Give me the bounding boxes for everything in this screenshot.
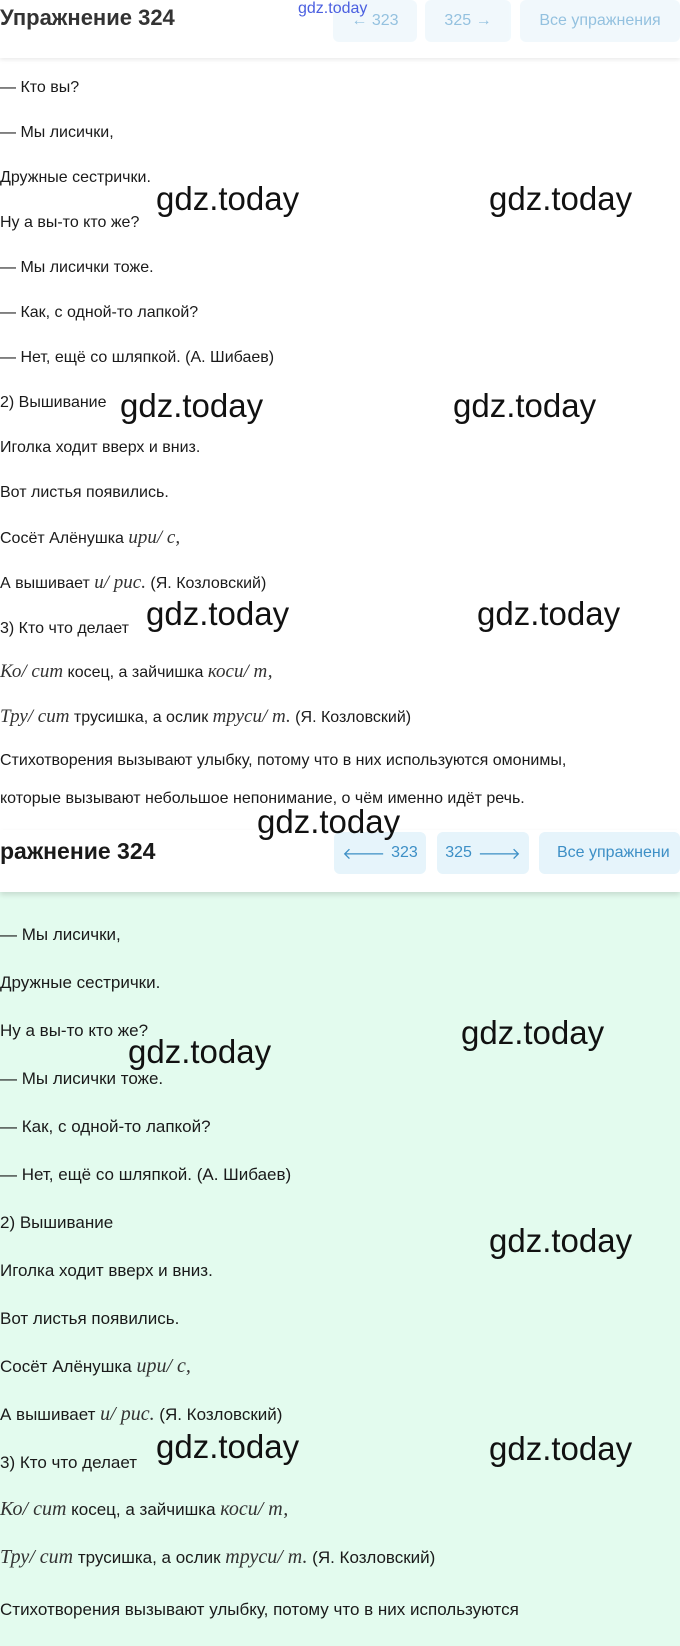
poem-line: — Кто вы?: [0, 79, 80, 96]
poem-line: — Мы лисички,: [0, 925, 121, 944]
poem-line: Ну а вы-то кто же?: [0, 214, 140, 231]
poem-line: Дружные сестрички.: [0, 169, 151, 186]
explanation-line: которые вызывают небольшое непонимание, о чём именно идёт речь.: [0, 790, 525, 807]
poem-line: — Мы лисички тоже.: [0, 1069, 164, 1088]
watermark: gdz.today: [489, 1222, 633, 1259]
poem-line: — Как, с одной-то лапкой?: [0, 304, 199, 321]
poem-line: Сосёт Алёнушка ири/ с,: [0, 527, 181, 548]
poem-line: 2) Вышивание: [0, 394, 107, 411]
page-title: ражнение 324: [0, 838, 156, 864]
page-title: Упражнение 324: [0, 5, 175, 30]
poem-line: Тру/ сит трусишка, а ослик труси/ т. (Я. Козловский): [0, 1546, 436, 1568]
poem-line: А вышивает и/ рис. (Я. Козловский): [0, 1403, 283, 1425]
watermark: gdz.today: [477, 595, 621, 632]
explanation-line: Стихотворения вызывают улыбку, потому что в них используются омонимы,: [0, 752, 567, 769]
prev-exercise-button[interactable]: ← 323: [333, 0, 417, 42]
watermark: gdz.today: [489, 180, 633, 217]
watermark: gdz.today: [489, 1430, 633, 1467]
poem-line: Ну а вы-то кто же?: [0, 1021, 149, 1040]
poem-line: Дружные сестрички.: [0, 973, 161, 992]
poem-line: — Нет, ещё со шляпкой. (А. Шибаев): [0, 349, 275, 366]
explanation-line: Стихотворения вызывают улыбку, потому что в них используются: [0, 1600, 519, 1619]
watermark: gdz.today: [146, 595, 290, 632]
watermark-top: gdz.today: [298, 0, 368, 17]
arrow-left-icon: 🡐: [342, 845, 386, 863]
poem-line: Тру/ сит трусишка, а ослик труси/ т. (Я. Козловский): [0, 706, 412, 727]
poem-line: Иголка ходит вверх и вниз.: [0, 439, 201, 456]
watermark: gdz.today: [461, 1014, 605, 1051]
poem-line: 2) Вышивание: [0, 1213, 114, 1232]
prev-exercise-button[interactable]: 🡐 323: [334, 832, 426, 874]
watermark: gdz.today: [120, 387, 264, 424]
poem-line: Ко/ сит косец, а зайчишка коси/ т,: [0, 1498, 289, 1520]
poem-line: А вышивает и/ рис. (Я. Козловский): [0, 572, 267, 593]
all-exercises-button[interactable]: Все упражнения: [520, 0, 680, 42]
poem-line: Вот листья появились.: [0, 484, 169, 501]
watermark: gdz.today: [128, 1033, 272, 1070]
watermark: gdz.today: [257, 803, 401, 840]
watermark: gdz.today: [453, 387, 597, 424]
poem-line: — Нет, ещё со шляпкой. (А. Шибаев): [0, 1165, 292, 1184]
poem-line: Ко/ сит косец, а зайчишка коси/ т,: [0, 661, 273, 682]
all-exercises-button[interactable]: Все упражнени: [539, 832, 680, 874]
poem-line: — Мы лисички тоже.: [0, 259, 154, 276]
poem-line: Иголка ходит вверх и вниз.: [0, 1261, 213, 1280]
watermark: gdz.today: [156, 180, 300, 217]
next-exercise-button[interactable]: 325 →: [425, 0, 511, 42]
arrow-right-icon: 🡒: [477, 845, 521, 863]
poem-line: — Мы лисички,: [0, 124, 114, 141]
poem-line: — Как, с одной-то лапкой?: [0, 1117, 211, 1136]
watermark: gdz.today: [156, 1428, 300, 1465]
poem-line: Сосёт Алёнушка ири/ с,: [0, 1355, 191, 1377]
poem-line: Вот листья появились.: [0, 1309, 180, 1328]
poem-line: 3) Кто что делает: [0, 620, 129, 637]
next-exercise-button[interactable]: 325 🡒: [437, 832, 529, 874]
poem-line: 3) Кто что делает: [0, 1453, 138, 1472]
